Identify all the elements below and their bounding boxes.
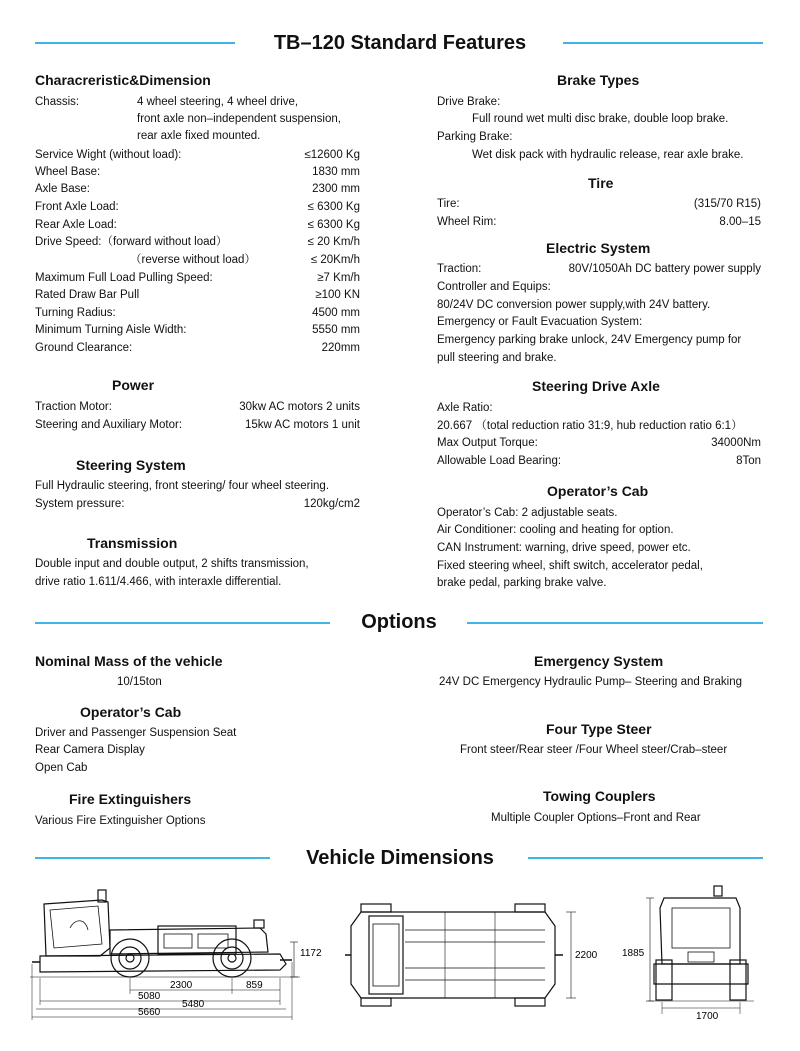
spec-value: 2300 mm	[312, 183, 360, 195]
char-heading: Characreristic&Dimension	[35, 72, 211, 88]
spec-label: Axle Base:	[35, 183, 90, 195]
spec-label: （reverse without load）	[130, 254, 256, 266]
spec-label: Front Axle Load:	[35, 201, 119, 213]
opt-cab-line: Driver and Passenger Suspension Seat	[35, 727, 237, 739]
tire-label: Tire:	[437, 198, 460, 210]
traction-label: Traction:	[437, 263, 482, 275]
spec-value: ≤ 20Km/h	[310, 254, 360, 266]
cab-line: brake pedal, parking brake valve.	[437, 577, 607, 589]
spec-value: ≥7 Km/h	[317, 272, 360, 284]
spec-value: ≤ 6300 Kg	[307, 201, 360, 213]
opt-emergency-text: 24V DC Emergency Hydraulic Pump– Steering and Braking	[439, 676, 742, 688]
side-d3-label: 5660	[138, 1007, 161, 1018]
opt-fire-text: Various Fire Extinguisher Options	[35, 815, 206, 827]
tire-label: Wheel Rim:	[437, 216, 497, 228]
electric-heading: Electric System	[546, 240, 651, 256]
spec-value: 1830 mm	[312, 166, 360, 178]
brake-heading: Brake Types	[557, 72, 640, 88]
electric-line: Controller and Equips:	[437, 281, 551, 293]
drive-brake-text: Full round wet multi disc brake, double loop brake.	[472, 113, 729, 125]
axle-line: Axle Ratio:	[437, 402, 493, 414]
transmission-line: Double input and double output, 2 shifts transmission,	[35, 558, 309, 570]
power-label: Traction Motor:	[35, 401, 112, 413]
axle-value: 8Ton	[736, 455, 761, 467]
parking-brake-label: Parking Brake:	[437, 131, 513, 143]
transmission-line: drive ratio 1.611/4.466, with interaxle differential.	[35, 576, 282, 588]
power-heading: Power	[112, 377, 155, 393]
spec-label: Wheel Base:	[35, 166, 101, 178]
opt-couplers-text: Multiple Coupler Options–Front and Rear	[491, 812, 701, 824]
tire-heading: Tire	[588, 175, 614, 191]
dims-rule-right	[528, 857, 763, 859]
opt-steer-text: Front steer/Rear steer /Four Wheel steer/Crab–steer	[460, 744, 728, 756]
cab-line: Fixed steering wheel, shift switch, accelerator pedal,	[437, 560, 703, 572]
axle-line: 20.667 （total reduction ratio 31:9, hub reduction ratio 6:1）	[437, 420, 743, 432]
spec-label: Ground Clearance:	[35, 342, 133, 354]
spec-value: ≤12600 Kg	[304, 149, 360, 161]
spec-value: 220mm	[321, 342, 360, 354]
side-view-drawing	[30, 878, 330, 1026]
cab-line: CAN Instrument: warning, drive speed, power etc.	[437, 542, 691, 554]
opt-mass-text: 10/15ton	[117, 676, 162, 688]
front-height-label: 1885	[622, 948, 645, 959]
opt-mass-heading: Nominal Mass of the vehicle	[35, 653, 223, 669]
spec-label: Drive Speed:（forward without load）	[35, 236, 228, 248]
top-view-drawing	[345, 900, 605, 1012]
spec-label: Rated Draw Bar Pull	[35, 289, 140, 301]
options-rule-left	[35, 622, 330, 624]
chassis-line-3: rear axle fixed mounted.	[137, 130, 261, 142]
title-rule-right	[563, 42, 763, 44]
parking-brake-text: Wet disk pack with hydraulic release, rear axle brake.	[472, 149, 744, 161]
spec-value: ≤ 20 Km/h	[307, 236, 360, 248]
side-d2-label: 5480	[182, 999, 205, 1010]
steering-pressure-label: System pressure:	[35, 498, 125, 510]
spec-label: Turning Radius:	[35, 307, 116, 319]
spec-label: Maximum Full Load Pulling Speed:	[35, 272, 213, 284]
tire-value: (315/70 R15)	[693, 198, 761, 210]
chassis-line-2: front axle non–independent suspension,	[137, 113, 341, 125]
opt-fire-heading: Fire Extinguishers	[69, 791, 192, 807]
title-rule-left	[35, 42, 235, 44]
spec-value: 5550 mm	[312, 324, 360, 336]
axle-heading: Steering Drive Axle	[532, 378, 660, 394]
spec-label: Rear Axle Load:	[35, 219, 117, 231]
tire-value: 8.00–15	[719, 216, 761, 228]
electric-line: 80/24V DC conversion power supply,with 24V battery.	[437, 299, 711, 311]
chassis-line-1: 4 wheel steering, 4 wheel drive,	[137, 96, 299, 108]
front-view-drawing	[618, 880, 778, 1022]
top-width-label: 2200	[575, 950, 598, 961]
front-width-label: 1700	[696, 1011, 719, 1022]
axle-value: 34000Nm	[711, 437, 761, 449]
spec-value: ≥100 KN	[315, 289, 360, 301]
opt-cab-line: Rear Camera Display	[35, 744, 145, 756]
traction-value: 80V/1050Ah DC battery power supply	[568, 263, 761, 275]
drive-brake-label: Drive Brake:	[437, 96, 501, 108]
steering-heading: Steering System	[76, 457, 186, 473]
dims-rule-left	[35, 857, 270, 859]
options-rule-right	[467, 622, 763, 624]
opt-cab-line: Open Cab	[35, 762, 88, 774]
side-rear-label: 859	[246, 980, 263, 991]
cab-line: Air Conditioner: cooling and heating for option.	[437, 524, 674, 536]
cab-line: Operator’s Cab: 2 adjustable seats.	[437, 507, 618, 519]
opt-steer-heading: Four Type Steer	[546, 721, 652, 737]
axle-label: Max Output Torque:	[437, 437, 538, 449]
power-value: 15kw AC motors 1 unit	[244, 419, 360, 431]
spec-value: ≤ 6300 Kg	[307, 219, 360, 231]
electric-line: pull steering and brake.	[437, 352, 557, 364]
opt-cab-heading: Operator’s Cab	[80, 704, 182, 720]
spec-label: Service Wight (without load):	[35, 149, 182, 161]
side-height-label: 1172	[300, 948, 322, 959]
opt-emergency-heading: Emergency System	[534, 653, 664, 669]
opt-couplers-heading: Towing Couplers	[543, 788, 656, 804]
side-wheelbase-label: 2300	[170, 980, 193, 991]
cab-heading: Operator’s Cab	[547, 483, 649, 499]
page-title: TB–120 Standard Features	[273, 32, 527, 54]
power-label: Steering and Auxiliary Motor:	[35, 419, 183, 431]
side-d1-label: 5080	[138, 991, 161, 1002]
steering-line: Full Hydraulic steering, front steering/ four wheel steering.	[35, 480, 330, 492]
power-value: 30kw AC motors 2 units	[239, 401, 360, 413]
spec-label: Minimum Turning Aisle Width:	[35, 324, 187, 336]
steering-pressure-value: 120kg/cm2	[303, 498, 360, 510]
electric-line: Emergency or Fault Evacuation System:	[437, 316, 643, 328]
dims-title: Vehicle Dimensions	[306, 847, 494, 869]
chassis-label: Chassis:	[35, 96, 80, 108]
spec-value: 4500 mm	[312, 307, 360, 319]
transmission-heading: Transmission	[87, 535, 178, 551]
axle-label: Allowable Load Bearing:	[437, 455, 562, 467]
electric-line: Emergency parking brake unlock, 24V Emergency pump for	[437, 334, 742, 346]
options-title: Options	[361, 611, 437, 633]
